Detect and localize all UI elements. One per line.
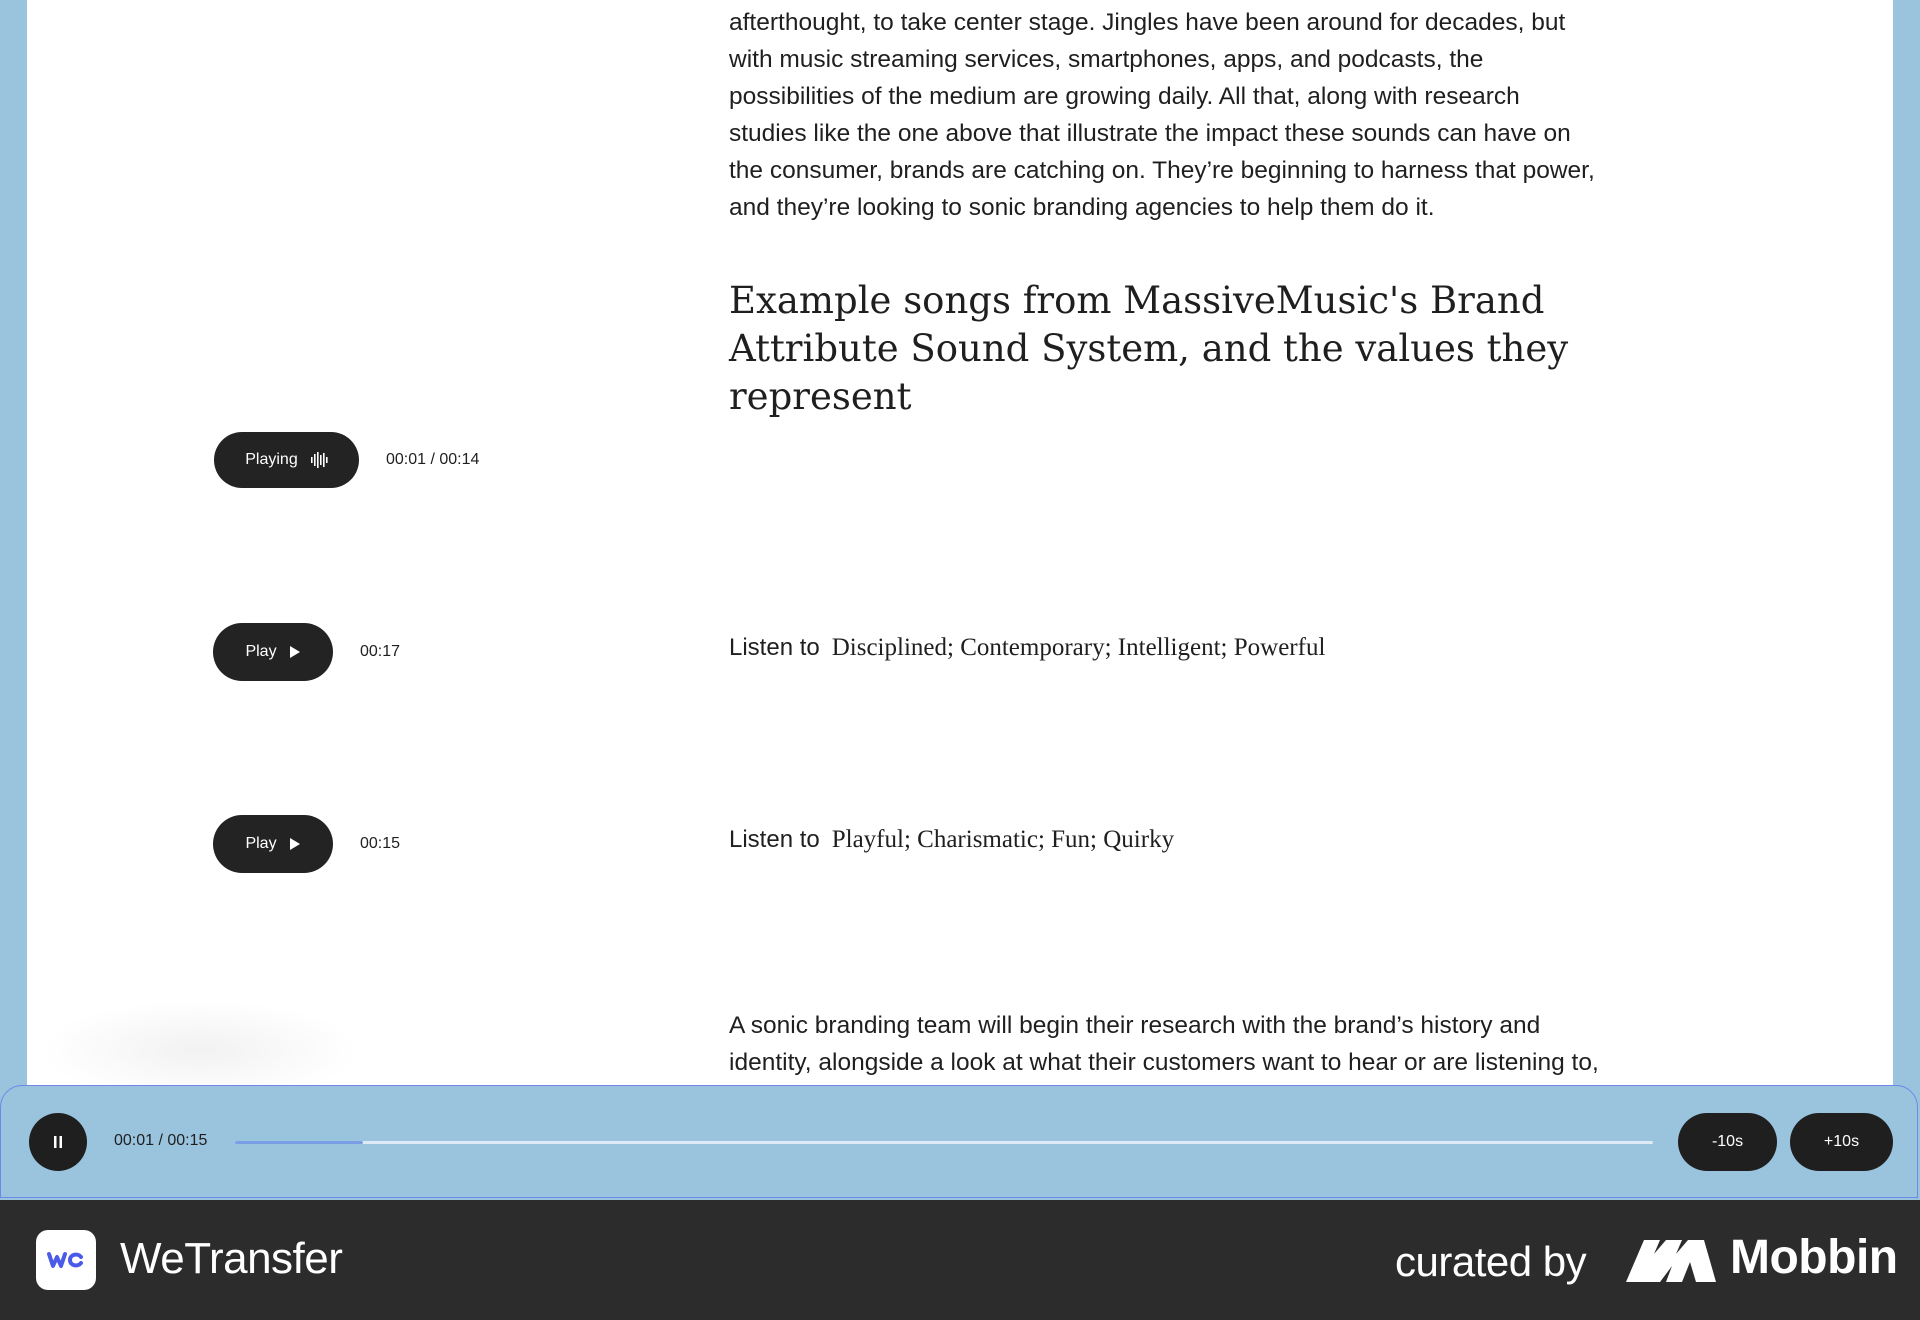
- track-2-attributes: Disciplined; Contemporary; Intelligent; Powerful: [831, 634, 1326, 661]
- forward-10s-button[interactable]: +10s: [1790, 1113, 1893, 1171]
- curated-by-label: curated by: [1395, 1238, 1587, 1285]
- waveform-icon: [310, 451, 328, 469]
- footer: [0, 1200, 1920, 1320]
- track-2-button-label: Play: [245, 643, 277, 660]
- track-1-button-label: Playing: [245, 451, 298, 468]
- progress-fill: [235, 1141, 363, 1144]
- track-3-attributes: Playful; Charismatic; Fun; Quirky: [831, 826, 1175, 853]
- play-icon: [289, 645, 301, 659]
- player-time: 00:01 / 00:15: [114, 1132, 208, 1149]
- track-2-listen-label: [729, 634, 1325, 662]
- section-heading: Example songs from MassiveMusic's Brand Attribute Sound System, and the values they represent: [729, 279, 1569, 418]
- track-1-time: 00:01 / 00:14: [386, 451, 480, 468]
- track-3-button-label: Play: [245, 835, 277, 852]
- track-2-time: 00:17: [360, 643, 401, 660]
- track-2-play-button[interactable]: [213, 623, 333, 681]
- audio-player-bar: [0, 1085, 1918, 1198]
- progress-bar[interactable]: [235, 1141, 1653, 1144]
- article-page: [27, 0, 1893, 1090]
- mobbin-logo-icon: [1626, 1240, 1716, 1287]
- listen-prefix: Listen to: [729, 634, 820, 661]
- track-3-time: 00:15: [360, 835, 401, 852]
- closing-paragraph: A sonic branding team will begin their research with the brand’s history and identity, alongside a look at what their customers want to hear or are listening to,: [729, 1012, 1599, 1076]
- track-3-listen-label: [729, 826, 1174, 854]
- brand-name: WeTransfer: [120, 1234, 343, 1283]
- wetransfer-logo-icon: [36, 1230, 96, 1290]
- curator-name: Mobbin: [1730, 1231, 1898, 1284]
- intro-paragraph: afterthought, to take center stage. Jingles have been around for decades, but with music streaming services, smartphones, apps, and podcasts, the possibilities of the medium are growing daily. All that, along with research studies like the one above that illustrate the impact these sounds can have on the consumer, brands are catching on. They’re beginning to harness that power, and they’re looking to sonic branding agencies to help them do it.: [729, 9, 1595, 221]
- pause-icon: [52, 1135, 64, 1149]
- track-3-play-button[interactable]: [213, 815, 333, 873]
- pause-button[interactable]: [29, 1113, 87, 1171]
- play-icon: [289, 837, 301, 851]
- rewind-10s-button[interactable]: -10s: [1678, 1113, 1777, 1171]
- listen-prefix: Listen to: [729, 826, 820, 853]
- track-1-playing-button[interactable]: [214, 432, 359, 488]
